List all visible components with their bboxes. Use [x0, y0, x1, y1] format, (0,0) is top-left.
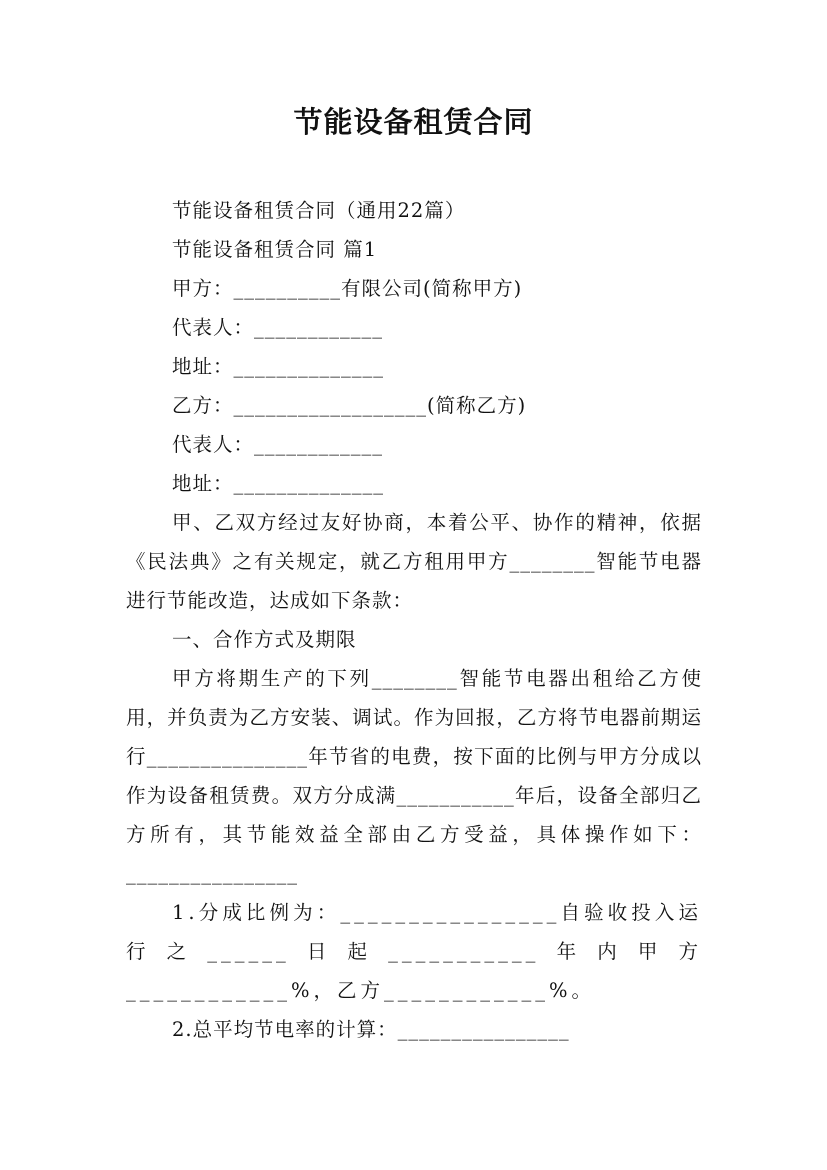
section-1-heading: 一、合作方式及期限	[172, 628, 357, 651]
party-b-line: 乙方：__________________(简称乙方)	[172, 394, 527, 417]
intro-paragraph: 甲、乙双方经过友好协商，本着公平、协作的精神，依据《民法典》之有关规定，就乙方租用甲方________智能节电器进行节能改造，达成如下条款：	[126, 511, 702, 612]
section-1-paragraph: 甲方将期生产的下列________智能节电器出租给乙方使用，并负责为乙方安装、调试。作为回报，乙方将节电器前期运行_______________年节省的电费，按下面的比例与甲方分成以作为设备租赁费。双方分成满___________年后，设备全部归乙方所有，其节能效益全部由乙方受益，具体操作如下：________________	[126, 667, 702, 885]
party-b-representative: 代表人：____________	[172, 433, 384, 456]
party-a-line: 甲方：__________有限公司(简称甲方)	[172, 277, 523, 300]
subtitle-line: 节能设备租赁合同（通用22篇）	[172, 199, 466, 222]
clause-2-line: 2.总平均节电率的计算：________________	[172, 1018, 570, 1041]
party-a-address: 地址：______________	[172, 355, 385, 378]
chapter-heading: 节能设备租赁合同 篇1	[172, 238, 378, 261]
party-b-address: 地址：______________	[172, 472, 385, 495]
document-title: 节能设备租赁合同	[293, 105, 534, 139]
clause-1-paragraph: 1.分成比例为：________________自验收投入运行之______日起___________年内甲方____________%，乙方____________%。	[126, 901, 702, 1002]
party-a-representative: 代表人：____________	[172, 316, 384, 339]
document-body	[126, 191, 702, 1049]
